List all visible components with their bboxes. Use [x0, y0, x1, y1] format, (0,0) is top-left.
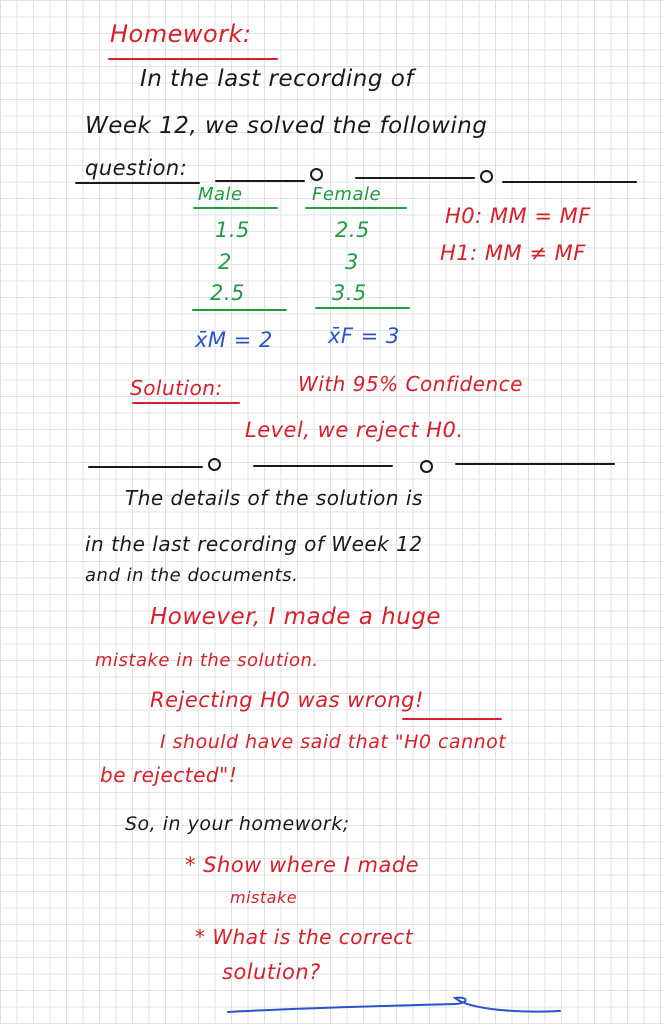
female-value: 3.5: [332, 281, 367, 305]
details-line-1: The details of the solution is: [125, 486, 423, 510]
solution-label: Solution:: [130, 376, 223, 400]
male-value: 2.5: [210, 281, 245, 305]
mistake-line-4: I should have said that "H0 cannot: [160, 731, 507, 753]
intro-line-3: question:: [85, 156, 188, 180]
intro-line-2: Week 12, we solved the following: [85, 113, 488, 139]
homework-heading: Homework:: [110, 20, 252, 48]
male-value: 2: [218, 250, 232, 274]
homework-intro: So, in your homework;: [125, 813, 350, 835]
homework-item-1: * Show where I made: [185, 853, 420, 877]
mistake-line-3: Rejecting H0 was wrong!: [150, 688, 424, 712]
null-hypothesis: H0: MM = MF: [445, 204, 591, 228]
male-header: Male: [198, 184, 243, 205]
details-line-2: in the last recording of Week 12: [85, 532, 423, 556]
mistake-line-5: be rejected"!: [100, 763, 238, 787]
alternative-hypothesis: H1: MM ≠ MF: [440, 241, 586, 265]
homework-item-1-cont: mistake: [230, 888, 298, 907]
homework-item-2: * What is the correct: [195, 925, 414, 949]
homework-item-2-cont: solution?: [222, 960, 321, 984]
female-mean: x̄F = 3: [328, 324, 400, 348]
intro-line-1: In the last recording of: [140, 66, 414, 92]
solution-line-1: With 95% Confidence: [298, 372, 523, 396]
female-value: 2.5: [335, 218, 370, 242]
mistake-line-1: However, I made a huge: [150, 604, 442, 630]
female-value: 3: [345, 250, 359, 274]
mistake-line-2: mistake in the solution.: [95, 650, 319, 671]
solution-line-2: Level, we reject H0.: [245, 418, 464, 442]
female-header: Female: [312, 184, 382, 205]
male-mean: x̄M = 2: [195, 328, 273, 352]
details-line-3: and in the documents.: [85, 565, 299, 586]
male-value: 1.5: [215, 218, 250, 242]
